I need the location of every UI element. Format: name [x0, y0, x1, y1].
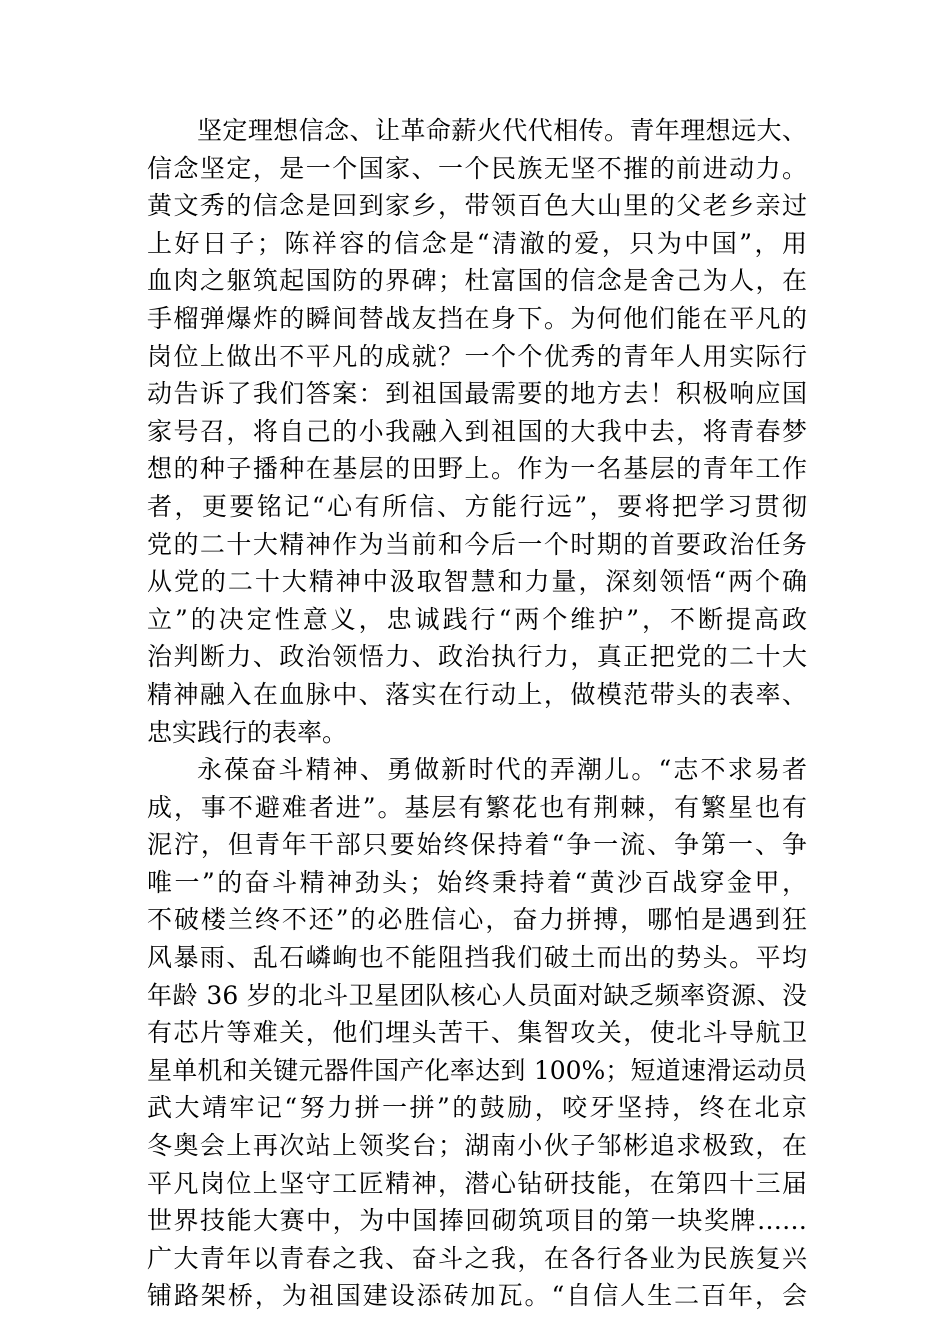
text-line: 从党的二十大精神中汲取智慧和力量，深刻领悟“两个确 [147, 567, 807, 597]
text-line: 党的二十大精神作为当前和今后一个时期的首要政治任务 [147, 529, 807, 559]
text-line: 岗位上做出不平凡的成就？一个个优秀的青年人用实际行 [147, 341, 807, 371]
text-line: 广大青年以青春之我、奋斗之我，在各行各业为民族复兴 [147, 1243, 807, 1273]
paragraph-struggle [147, 751, 807, 1315]
text-line: 永葆奋斗精神、勇做新时代的弄潮儿。“志不求易者 [197, 755, 807, 785]
text-line: 上好日子；陈祥容的信念是“清澈的爱，只为中国”，用 [147, 228, 807, 258]
text-line: 者，更要铭记“心有所信、方能行远”，要将把学习贯彻 [147, 491, 807, 521]
text-line: 世界技能大赛中，为中国捧回砌筑项目的第一块奖牌…… [147, 1206, 807, 1236]
text-line: 黄文秀的信念是回到家乡，带领百色大山里的父老乡亲过 [147, 191, 807, 221]
text-line: 家号召，将自己的小我融入到祖国的大我中去，将青春梦 [147, 416, 807, 446]
text-line: 动告诉了我们答案：到祖国最需要的地方去！积极响应国 [147, 379, 807, 409]
text-line: 唯一”的奋斗精神劲头；始终秉持着“黄沙百战穿金甲， [147, 867, 807, 897]
paragraph-ideals [147, 112, 807, 751]
text-line: 不破楼兰终不还”的必胜信心，奋力拼搏，哪怕是遇到狂 [147, 905, 807, 935]
text-line: 立”的决定性意义，忠诚践行“两个维护”，不断提高政 [147, 604, 807, 634]
text-line: 年龄 36 岁的北斗卫星团队核心人员面对缺乏频率资源、没 [147, 980, 807, 1010]
text-line: 星单机和关键元器件国产化率达到 100%；短道速滑运动员 [147, 1055, 807, 1085]
text-line: 有芯片等难关，他们埋头苦干、集智攻关，使北斗导航卫 [147, 1018, 807, 1048]
document-body [147, 112, 807, 1315]
text-line: 坚定理想信念、让革命薪火代代相传。青年理想远大、 [197, 116, 807, 145]
text-line: 血肉之躯筑起国防的界碑；杜富国的信念是舍己为人，在 [147, 266, 807, 296]
text-line: 风暴雨、乱石嶙峋也不能阻挡我们破土而出的势头。平均 [147, 943, 807, 973]
text-line: 治判断力、政治领悟力、政治执行力，真正把党的二十大 [147, 642, 807, 672]
text-line: 忠实践行的表率。 [147, 717, 348, 747]
text-line: 手榴弹爆炸的瞬间替战友挡在身下。为何他们能在平凡的 [147, 303, 807, 333]
text-line: 冬奥会上再次站上领奖台；湖南小伙子邹彬追求极致，在 [147, 1131, 807, 1161]
text-line: 泥泞，但青年干部只要始终保持着“争一流、争第一、争 [147, 830, 807, 860]
text-line: 铺路架桥，为祖国建设添砖加瓦。“自信人生二百年，会 [147, 1281, 807, 1311]
text-line: 成，事不避难者进”。基层有繁花也有荆棘，有繁星也有 [147, 792, 807, 822]
text-line: 信念坚定，是一个国家、一个民族无坚不摧的前进动力。 [147, 153, 807, 183]
text-line: 武大靖牢记“努力拼一拼”的鼓励，咬牙坚持，终在北京 [147, 1093, 807, 1123]
text-line: 想的种子播种在基层的田野上。作为一名基层的青年工作 [147, 454, 807, 484]
text-line: 平凡岗位上坚守工匠精神，潜心钻研技能，在第四十三届 [147, 1168, 807, 1198]
text-line: 精神融入在血脉中、落实在行动上，做模范带头的表率、 [147, 679, 807, 709]
